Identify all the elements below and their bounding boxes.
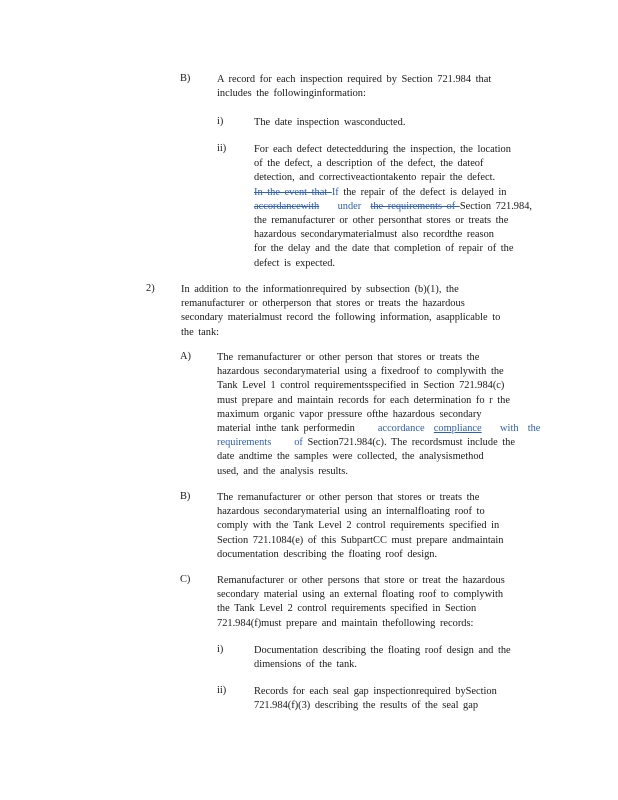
item-label-2: 2) [146,283,155,294]
item-2-text [181,283,500,340]
subitem-i-text [254,116,405,130]
text-line: The date inspection wasconducted. [254,117,406,128]
inserted-text: under [319,200,362,212]
item-c-text [217,574,505,631]
item-label-b: B) [180,491,191,502]
text-line: defect is expected. [254,257,336,269]
plain-text: Section721.984(c). The recordsmust include the [307,437,515,449]
text-line: The remanufacturer or other person that stores or treats the [217,352,480,363]
item-label-a: A) [180,351,191,362]
deleted-text: In the event that [254,186,332,198]
text-line: secondary materialmust record the following information, asapplicable to [181,312,501,324]
inserted-text: compliance [433,422,482,434]
text-line: Records for each seal gap inspectionrequired bySection [254,686,497,697]
item-label-c: C) [180,574,191,585]
text-line: the Tank Level 2 control requirements specified in Section [217,603,477,615]
subitem-label-i: i) [217,116,224,127]
plain-text: material inthe tank performedin [217,422,355,434]
text-line: hazardous secondarymaterial using a fixedroof to complywith the [217,366,504,378]
deleted-text: accordancewith [254,200,320,212]
text-line: the remanufacturer or other personthat stores or treats the [254,214,509,226]
text-line: documentation describing the floating roof design. [217,548,438,560]
subitem-ii-c-text [254,685,497,713]
text-line: date andtime the samples were collected, the analysismethod [217,451,484,463]
edited-text-line [254,200,532,214]
text-line: used, and the analysis results. [217,465,348,477]
deleted-text: the requirements of [370,200,460,212]
text-line: A record for each inspection required by Section 721.984 that [217,74,492,85]
text-line: Remanufacturer or other persons that store or treat the hazardous [217,575,505,586]
text-line: dimensions of the tank. [254,659,357,671]
text-line: The remanufacturer or other person that stores or treats the [217,492,480,503]
text-line: detection, and correctiveactiontakento repair the defect. [254,172,496,184]
edited-text-line [217,422,540,436]
item-label-b: B) [180,73,191,84]
item-b-text [217,73,491,101]
subitem-label-i: i) [217,644,224,655]
subitem-label-ii: ii) [217,685,227,696]
text-line: Documentation describing the floating roof design and the [254,645,511,656]
inserted-text: If [331,186,339,198]
inserted-text: accordance [354,422,434,434]
plain-text: the repair of the defect is delayed in [338,186,507,198]
item-b2-text [217,491,503,562]
subitem-label-ii: ii) [217,143,227,154]
inserted-text: requirements of [217,437,308,449]
text-line: hazardous secondarymaterialmust also recordthe reason [254,229,494,241]
text-line: the tank: [181,326,220,338]
text-line: In addition to the informationrequired by subsection (b)(1), the [181,284,459,295]
edited-text-line [254,186,532,200]
text-line: for the delay and the date that completion of repair of the [254,243,514,255]
text-line: hazardous secondarymaterial using an internalfloating roof to [217,506,485,518]
edited-text-line [217,436,540,450]
text-line: includes the followinginformation: [217,88,366,100]
subitem-i-c-text [254,644,511,672]
inserted-text: with the [481,422,541,434]
text-line: must prepare and maintain records for each determination fo r the [217,394,510,406]
text-line: 721.984(f)must prepare and maintain thefollowing records: [217,617,474,629]
text-line: Tank Level 1 control requirementsspecified in Section 721.984(c) [217,380,505,392]
text-line: For each defect detectedduring the inspection, the location [254,144,511,155]
plain-text: Section 721.984, [459,200,532,212]
text-line: 721.984(f)(3) describing the results of the seal gap [254,700,479,712]
text-line: secondary material using an external floating roof to complywith [217,589,504,601]
item-a-text [217,351,540,479]
subitem-ii-text [254,143,532,271]
text-line: remanufacturer or otherperson that stores or treats the hazardous [181,298,465,310]
text-line: of the defect, a description of the defect, the dateof [254,158,484,170]
text-line: Section 721.1084(e) of this SubpartCC must prepare andmaintain [217,534,504,546]
text-line: comply with the Tank Level 2 control requirements specified in [217,520,500,532]
text-line: maximum organic vapor pressure ofthe hazardous secondary [217,408,482,420]
